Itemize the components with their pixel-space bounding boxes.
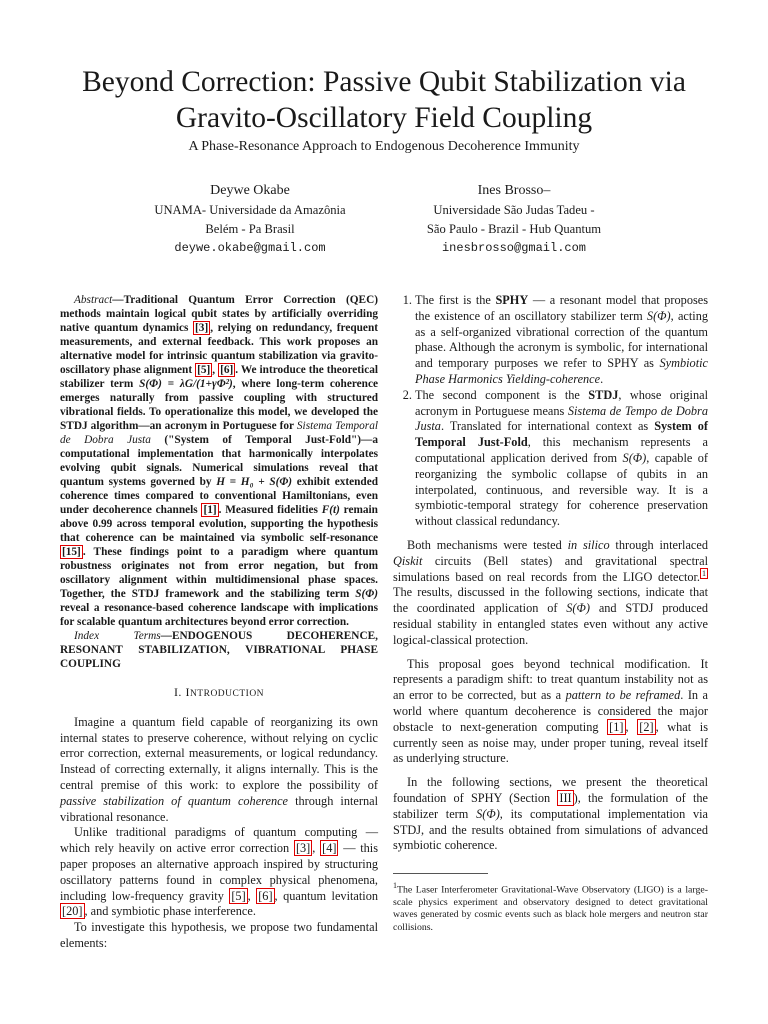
footnote-divider	[393, 873, 488, 874]
citation-link[interactable]: [1]	[609, 719, 624, 734]
list-item: 2. The second component is the STDJ, whose original acronym in Portuguese means Sistema de Tempo de Dobra Justa. Translated for international context as System of Temporal Just-Fold, this mechanism represents a computational application derived from S(Φ), capable of reorganizing the symbolic collapse of qubits in an interpolated, continuous, and reversible way. It is a symbiotic-temporal strategy for coherence preservation without classical redundancy.	[415, 388, 708, 530]
citation-link[interactable]: [20]	[62, 904, 83, 919]
index-terms-label: Index Terms	[74, 630, 161, 642]
citation-link[interactable]: [3]	[295, 841, 311, 856]
body-paragraph: In the following sections, we present the theoretical foundation of SPHY (Section III ), the formulation of the stabilizer term S(Φ), its computational implementation via STDJ, and the results obtained from simulations of advanced symbiotic coherence.	[393, 775, 709, 853]
intro-paragraph: Unlike traditional paradigms of quantum computing — which rely heavily on active error correction [3] , [4] — this paper proposes an alternative approach inspired by structuring oscillatory patterns found in complex physical phenomena, including low-frequency gravity [5] , [6] , quantum levitation [20] , and symbiotic phase interference.	[60, 825, 378, 919]
citation-link[interactable]: [2]	[639, 719, 654, 734]
math-expression: S(Φ)	[566, 601, 590, 616]
footnote-mark: 1	[393, 881, 397, 890]
paper-subtitle: A Phase-Resonance Approach to Endogenous Decoherence Immunity	[188, 139, 580, 154]
math-expression: S(Φ)	[622, 450, 647, 465]
footnote-link[interactable]: 1	[702, 568, 706, 578]
right-column	[393, 293, 708, 854]
section-heading: I. INTRODUCTION	[173, 685, 265, 699]
author-name: Deywe Okabe	[210, 183, 290, 198]
intro-paragraph: To investigate this hypothesis, we propose two fundamental elements:	[60, 920, 378, 950]
author-name: Ines Brosso–	[477, 183, 551, 198]
intro-paragraph: Imagine a quantum field capable of reorganizing its own internal states to preserve coherence, without relying on cyclic error correction, external measurements, or logical redundancy. Instead of correcting externally, it aligns internally. This is the central premise of this work: to explore the possibility of passive stabilization of quantum coherence through internal vibrational resonance.	[60, 714, 378, 824]
author-affiliation: Universidade São Judas Tadeu -	[433, 203, 595, 217]
math-expression: H = H₀ + S(Φ)	[216, 476, 293, 488]
author-block	[130, 181, 370, 258]
citation-link[interactable]: [15]	[62, 546, 81, 558]
citation-link[interactable]: [4]	[322, 841, 337, 856]
author-location: Belém - Pa Brasil	[205, 222, 295, 236]
paper-title: Beyond Correction: Passive Qubit Stabilization via Gravito-Oscillatory Field Coupling	[82, 66, 686, 134]
citation-link[interactable]: [3]	[195, 322, 209, 334]
math-expression: S(Φ)	[476, 806, 500, 821]
footnote: $^1$The Laser Interferometer Gravitational-Wave Observatory (LIGO) is a large-scale physics experiment and observatory designed to detect gravitational waves generated by cosmic events such as black hole mergers and neutron star collisions.	[393, 881, 708, 933]
author-email[interactable]: deywe.okabe@gmail.com	[174, 241, 326, 255]
citation-link[interactable]: [5]	[231, 888, 246, 903]
math-expression: S(Φ)	[355, 588, 378, 600]
author-affiliation: UNAMA- Universidade da Amazônia	[154, 203, 346, 217]
citation-link[interactable]: [1]	[203, 504, 217, 516]
author-block	[394, 181, 634, 258]
citation-link[interactable]: [6]	[220, 364, 234, 376]
author-location: São Paulo - Brazil - Hub Quantum	[426, 222, 602, 236]
author-email[interactable]: inesbrosso@gmail.com	[441, 241, 587, 255]
mechanism-list	[393, 293, 708, 530]
left-column	[60, 293, 378, 952]
citation-link[interactable]: [5]	[197, 364, 211, 376]
section-link[interactable]: III	[559, 791, 572, 805]
index-terms: Index Terms—ENDOGENOUS DECOHERENCE, RESONANT STABILIZATION, VIBRATIONAL PHASE COUPLING	[60, 630, 378, 670]
math-expression: S(Φ) = λG/(1+γΦ²)	[139, 378, 233, 390]
body-paragraph: Both mechanisms were tested in silico through interlaced Qiskit circuits (Bell states) and gravitational spectral simulations based on real records from the LIGO detector. $^1$ The results, discussed in the following sections, indicate that the coordinated application of S(Φ) and STDJ produced residual stability in entangled states even without any active logical-classical protection.	[393, 537, 709, 647]
math-expression: F(t)	[321, 504, 340, 516]
abstract-label: Abstract	[74, 294, 113, 306]
math-expression: S(Φ)	[646, 308, 671, 323]
body-paragraph: This proposal goes beyond technical modification. It represents a paradigm shift: to treat quantum instability not as an error to be corrected, but as a pattern to be reframed. In a world where quantum decoherence is considered the major obstacle to next-generation computing [1] , [2] , what is currently seen as noise may, under proper tuning, reveal itself as underlying structure.	[393, 656, 709, 766]
list-item: 1. The first is the SPHY — a resonant model that proposes the existence of an oscillatory stabilizer term S(Φ), acting as a self-organized vibrational correction of the quantum phase. Although the acronym is symbolic, for international and temporary purposes we refer to SPHY as Symbiotic Phase Harmonics Yielding-coherence.	[415, 293, 708, 388]
abstract: Abstract—Traditional Quantum Error Correction (QEC) methods maintain logical qubit states by artificially overriding native quantum dynamics [3] , relying on redundancy, frequent measurements, and external feedback. This work proposes an alternative model for intrinsic quantum stabilization via gravito-oscillatory phase alignment [5] , [6] . We introduce the theoretical stabilizer term S(Φ) = λG/(1+γΦ²), where long-term coherence emerges naturally from passive coupling with structured vibrational fields. To operationalize this model, we developed the STDJ algorithm—an acronym in Portuguese for Sistema Temporal de Dobra Justa ("System of Temporal Just-Fold")—a computational implementation that harmonically interpolates evolving qubit signals. Numerical simulations reveal that quantum systems governed by H = H₀ + S(Φ) exhibit extended coherence times compared to conventional Hamiltonians, even under decoherence channels [1] . Measured fidelities F(t) remain above 0.99 across temporal evolution, supporting the hypothesis that coherence can be maintained via symbolic self-resonance [15] . These findings point to a paradigm where quantum robustness originates not from error negation, but from oscillatory alignment within multidimensional phase spaces. Together, the STDJ framework and the stabilizing term S(Φ) reveal a resonance-based coherence landscape with implications for scalable quantum architectures beyond error correction.	[60, 294, 379, 628]
citation-link[interactable]: [6]	[258, 888, 273, 903]
